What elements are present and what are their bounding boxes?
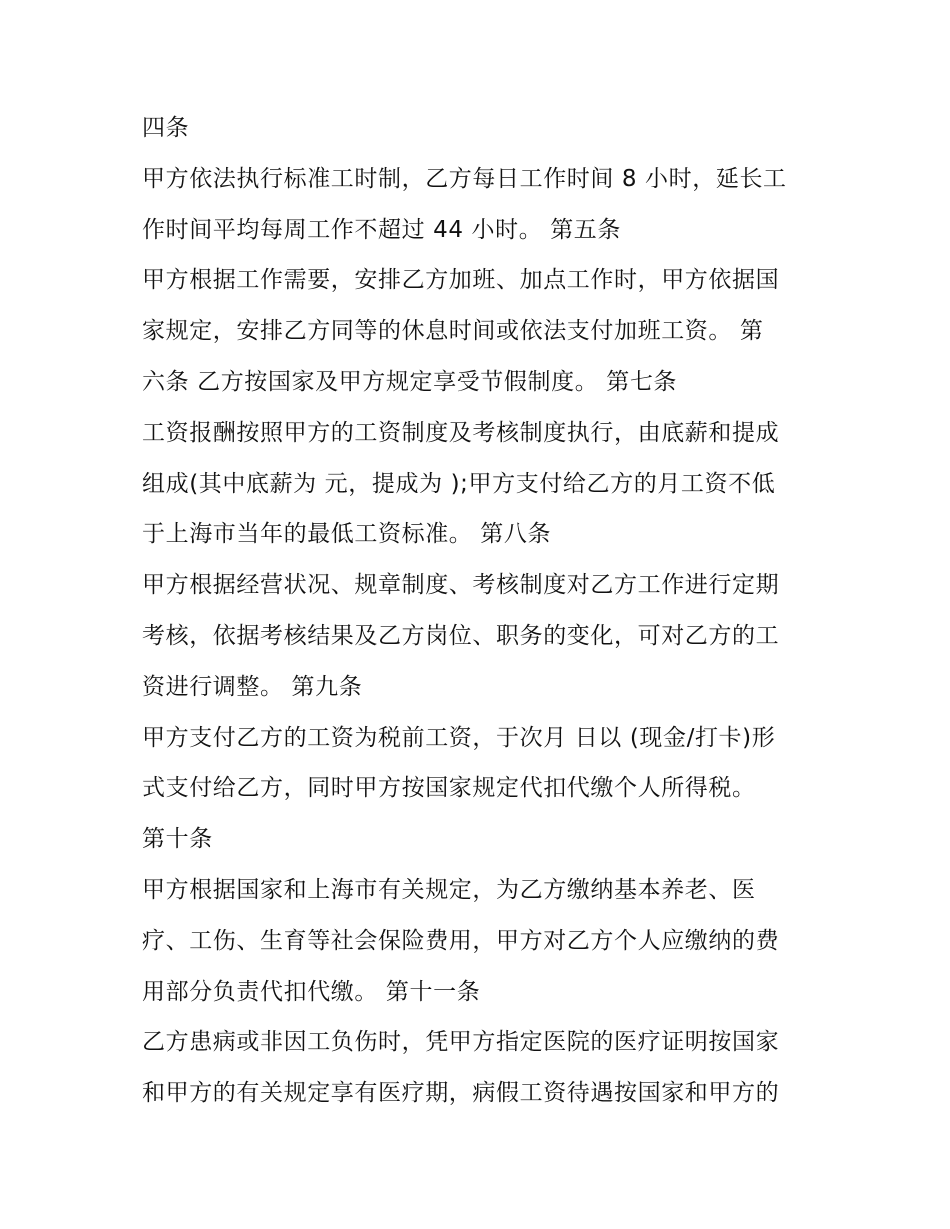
text-line: 考核，依据考核结果及乙方岗位、职务的变化，可对乙方的工 (142, 622, 780, 649)
text-line: 乙方患病或非因工负伤时，凭甲方指定医院的医疗证明按国家 (142, 1029, 780, 1056)
text-line: 四条 (142, 115, 190, 141)
text-line: 疗、工伤、生育等社会保险费用，甲方对乙方个人应缴纳的费 (142, 927, 780, 954)
text-line: 六条 乙方按国家及甲方规定享受节假制度。 第七条 (142, 368, 678, 395)
text-line: 甲方根据工作需要，安排乙方加班、加点工作时，甲方依据国 (142, 267, 780, 294)
text-line: 甲方依法执行标准工时制，乙方每日工作时间 8 小时，延长工 (142, 165, 787, 192)
text-line: 用部分负责代扣代缴。 第十一条 (142, 978, 481, 1005)
text-line: 甲方根据国家和上海市有关规定，为乙方缴纳基本养老、医 (142, 876, 756, 903)
text-line: 第十条 (142, 826, 213, 853)
text-line: 工资报酬按照甲方的工资制度及考核制度执行，由底薪和提成 (142, 419, 780, 446)
text-line: 家规定，安排乙方同等的休息时间或依法支付加班工资。 第 (142, 318, 764, 345)
text-line: 组成(其中底薪为 元，提成为 );甲方支付给乙方的月工资不低 (142, 470, 776, 497)
text-line: 作时间平均每周工作不超过 44 小时。 第五条 (142, 216, 621, 243)
text-line: 和甲方的有关规定享有医疗期，病假工资待遇按国家和甲方的 (142, 1080, 780, 1107)
text-line: 甲方根据经营状况、规章制度、考核制度对乙方工作进行定期 (142, 572, 780, 599)
text-line: 于上海市当年的最低工资标准。 第八条 (142, 521, 552, 548)
text-line: 甲方支付乙方的工资为税前工资，于次月 日以 (现金/打卡)形 (142, 724, 776, 751)
text-line: 式支付给乙方，同时甲方按国家规定代扣代缴个人所得税。 (142, 775, 756, 802)
text-line: 资进行调整。 第九条 (142, 673, 363, 700)
document-body (142, 103, 822, 1119)
